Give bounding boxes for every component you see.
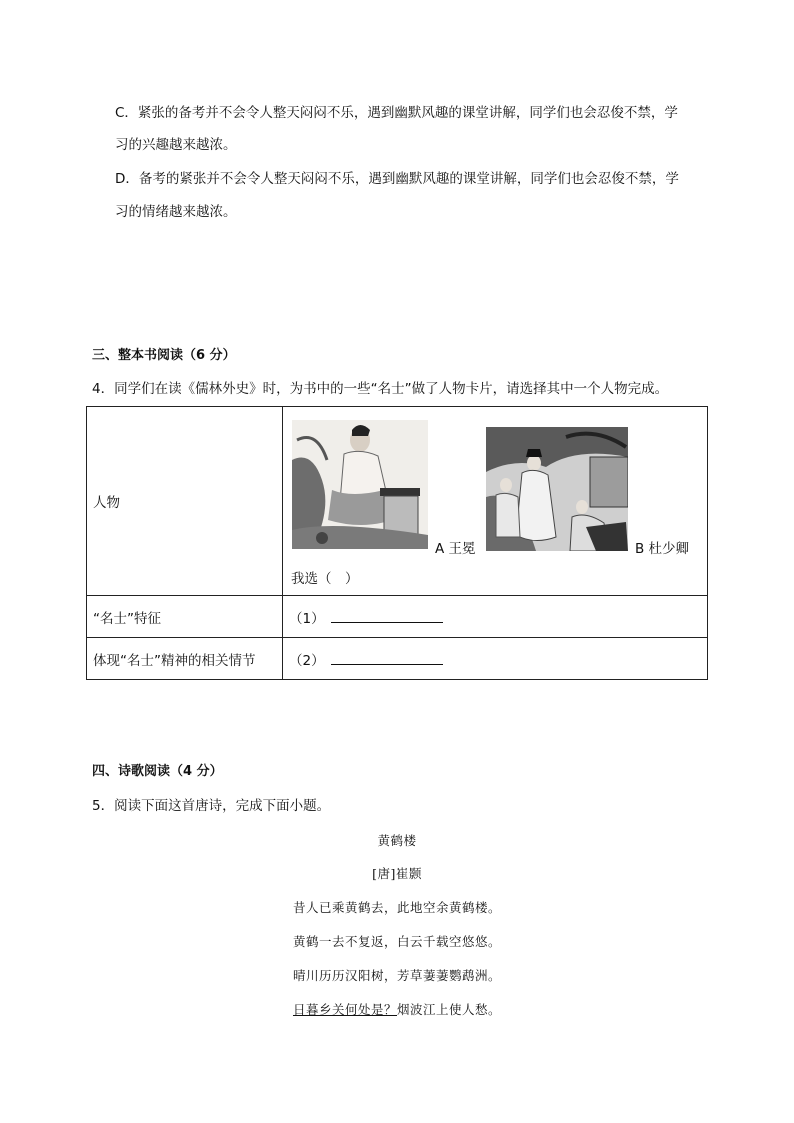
plot-answer-cell[interactable] [283, 638, 708, 680]
character-options-cell [283, 407, 708, 596]
question-5: 5．阅读下面这首唐诗，完成下面小题。 [92, 798, 331, 814]
row-label-character [87, 407, 283, 596]
poem-line-3: 晴川历历汉阳树，芳草萋萋鹦鹉洲。 [292, 968, 501, 983]
row-label-trait [87, 596, 283, 638]
option-a-label: A 王冕 [435, 541, 476, 557]
poem-line-4-rest: 烟波江上使人愁。 [397, 1002, 502, 1017]
section4-heading: 四、诗歌阅读（4 分） [92, 764, 223, 779]
option-d-line2: 习的情绪越来越浓。 [115, 204, 237, 220]
trait-answer-cell[interactable] [283, 596, 708, 638]
poem-title: 黄鹤楼 [377, 833, 417, 848]
row-label-plot [87, 638, 283, 680]
poem-line-1: 昔人已乘黄鹤去，此地空余黄鹤楼。 [292, 900, 501, 915]
option-c-line2: 习的兴趣越来越浓。 [115, 137, 237, 153]
poem-line-4-underlined: 日暮乡关何处是？ [292, 1002, 397, 1017]
row1-label: 人物 [93, 495, 120, 511]
row3-label: 体现“名士”精神的相关情节 [93, 652, 256, 669]
answer-blank-2[interactable] [331, 650, 443, 665]
blank-2-number: （2） [289, 652, 325, 669]
option-d-line1: D．备考的紧张并不会令人整天闷闷不乐，遇到幽默风趣的课堂讲解，同学们也会忍俊不禁，学 [115, 171, 679, 187]
poem-author: [唐]崔颢 [372, 866, 422, 881]
wang-mian-illustration [292, 420, 428, 549]
option-c-line1: C．紧张的备考并不会令人整天闷闷不乐，遇到幽默风趣的课堂讲解，同学们也会忍俊不禁，学 [115, 105, 678, 121]
option-b-label: B 杜少卿 [635, 541, 690, 557]
character-card-table [86, 406, 708, 680]
poem-line-4 [0, 1000, 794, 1018]
choose-prompt[interactable]: 我选（ ） [291, 571, 359, 587]
question-4: 4．同学们在读《儒林外史》时，为书中的一些“名士”做了人物卡片，请选择其中一个人物完成。 [92, 381, 669, 397]
du-shaoqing-illustration [486, 427, 628, 551]
blank-1-number: （1） [289, 610, 325, 627]
row2-label: “名士”特征 [93, 610, 161, 627]
answer-blank-1[interactable] [331, 608, 443, 623]
poem-line-2: 黄鹤一去不复返，白云千载空悠悠。 [292, 934, 501, 949]
section3-heading: 三、整本书阅读（6 分） [92, 348, 236, 363]
